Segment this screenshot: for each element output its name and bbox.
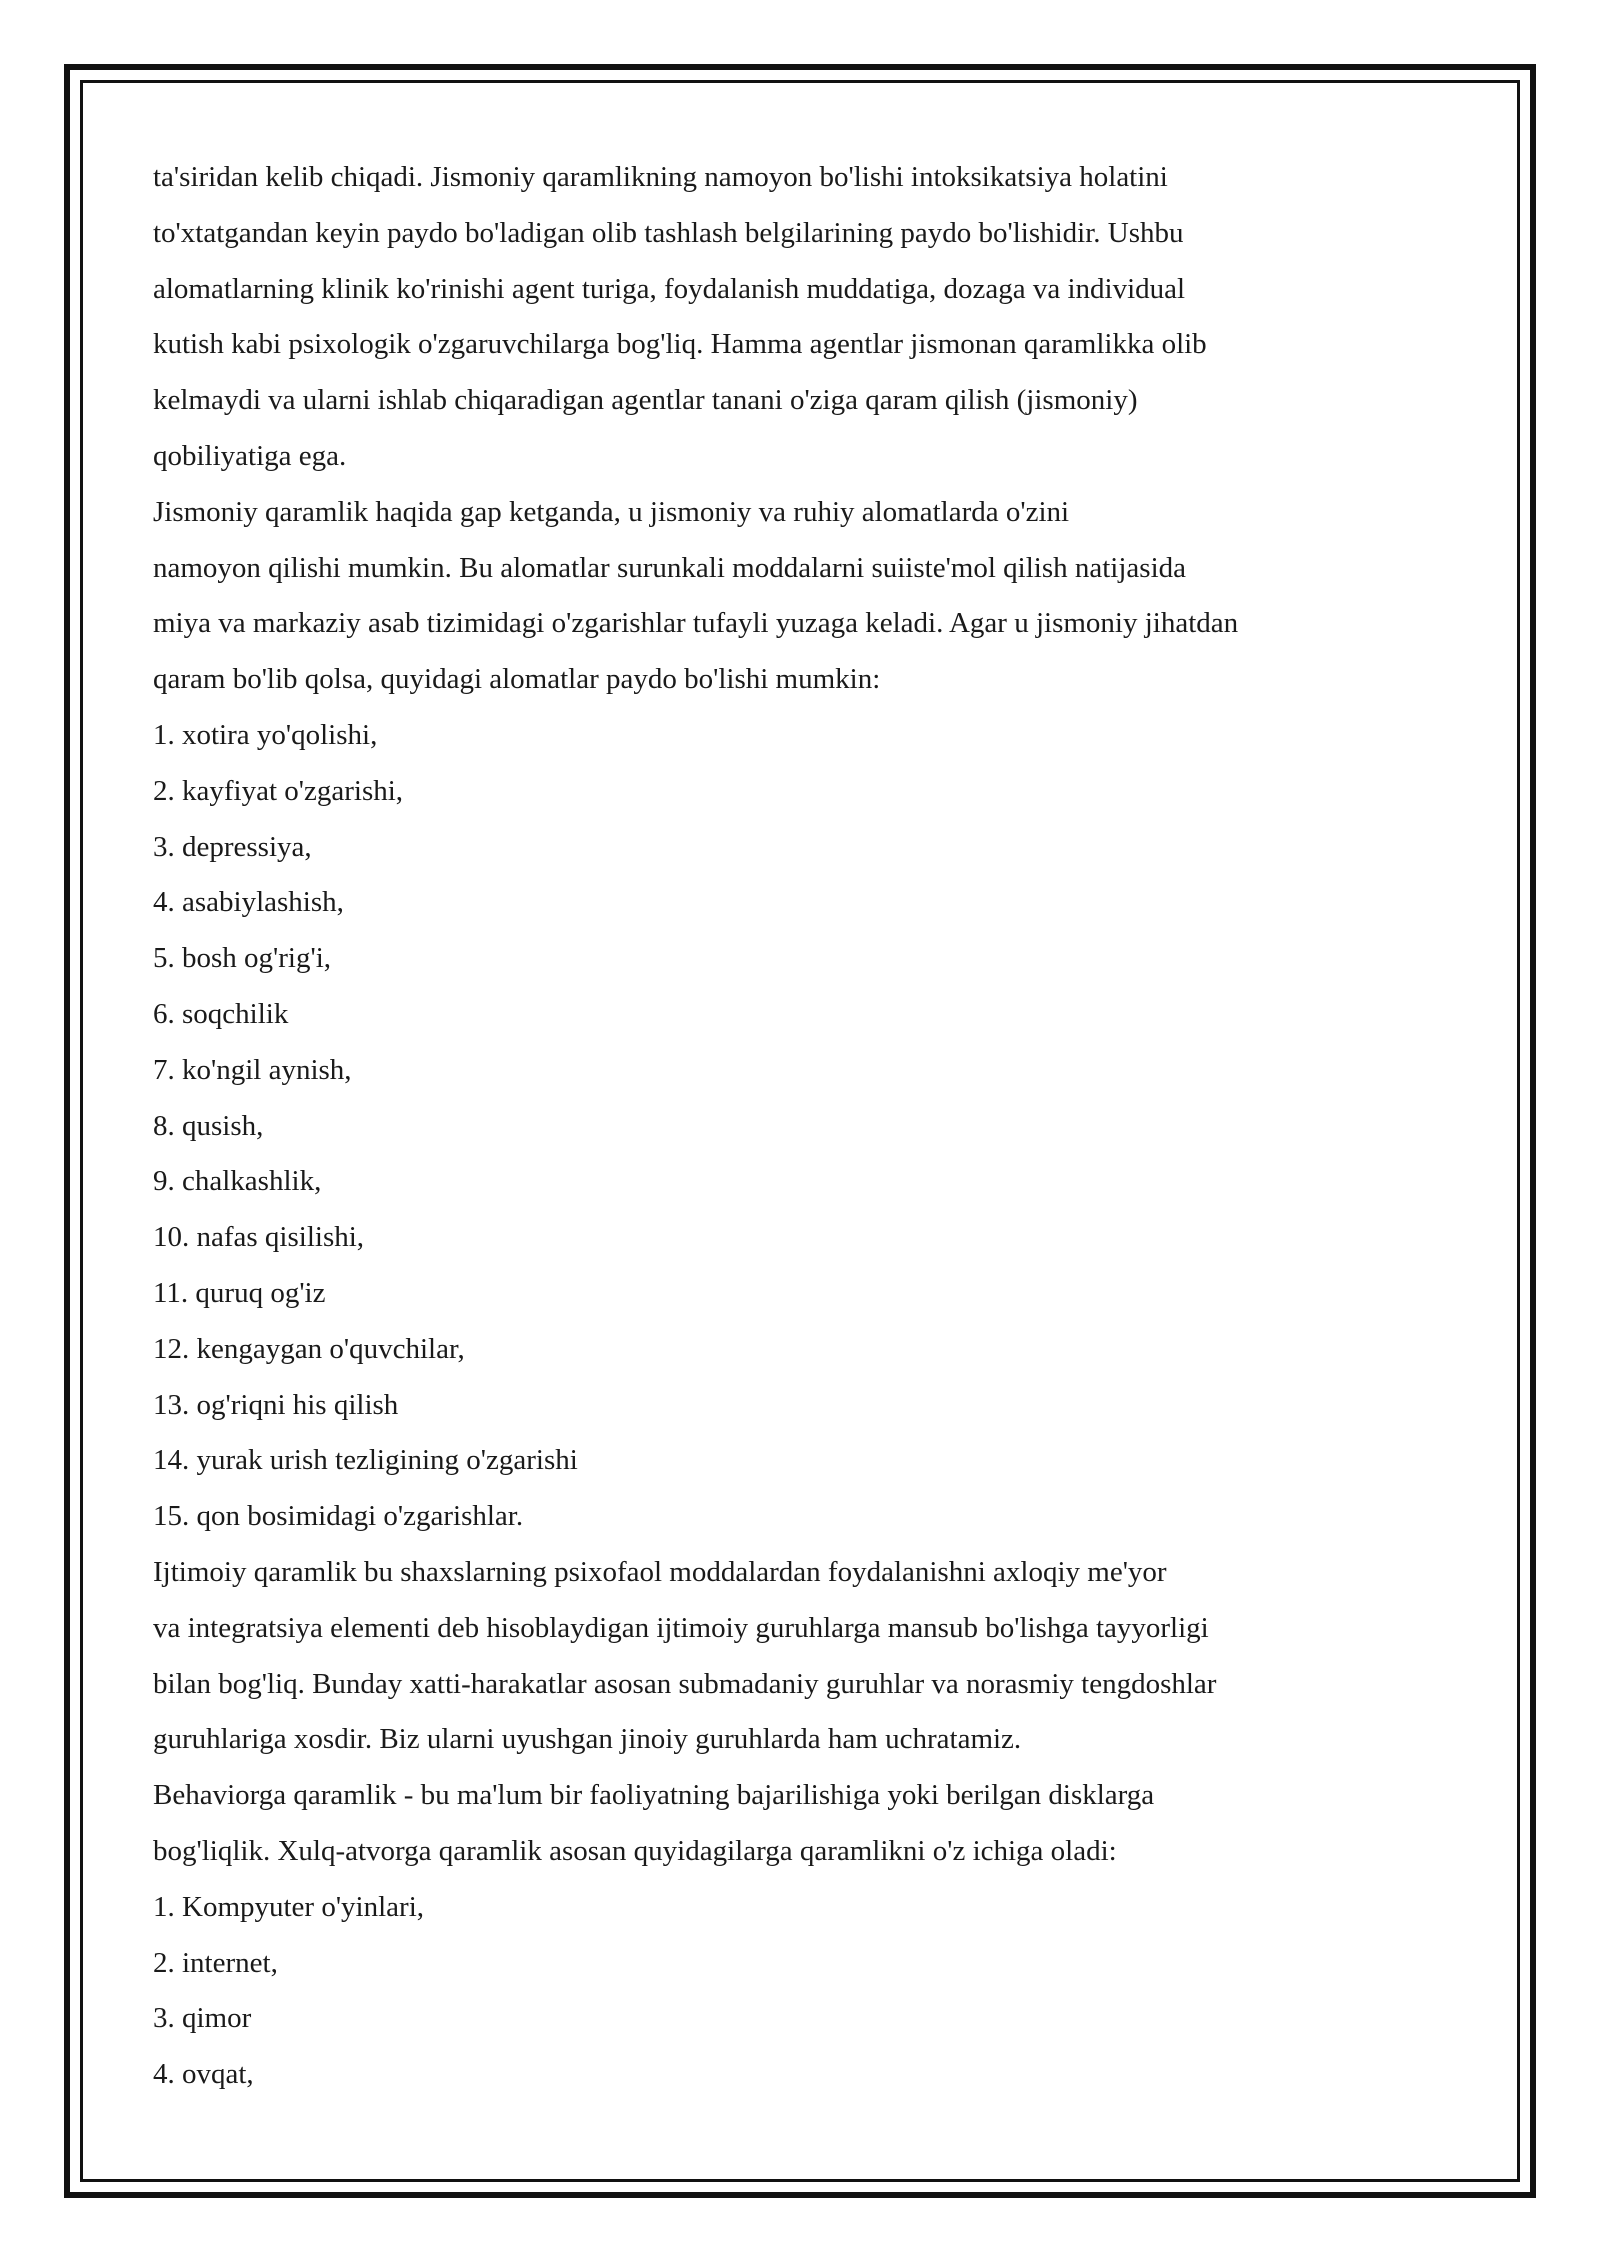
text-line: kelmaydi va ularni ishlab chiqaradigan agentlar tanani o'ziga qaram qilish (jismoniy) [153, 384, 1138, 417]
list-item: 8. qusish, [153, 1109, 264, 1142]
list-item: 1. xotira yo'qolishi, [153, 718, 378, 751]
text-line: alomatlarning klinik ko'rinishi agent turiga, foydalanish muddatiga, dozaga va individual [153, 272, 1186, 305]
behavior-list [153, 1880, 1443, 2103]
list-item: 4. ovqat, [153, 2058, 254, 2091]
text-line: Behaviorga qaramlik - bu ma'lum bir faoliyatning bajarilishiga yoki berilgan disklarga [153, 1779, 1155, 1812]
page-content [153, 150, 1443, 2103]
list-item: 14. yurak urish tezligining o'zgarishi [153, 1444, 578, 1477]
list-item: 9. chalkashlik, [153, 1165, 322, 1198]
list-item: 11. quruq og'iz [153, 1276, 326, 1309]
list-item: 3. qimor [153, 2002, 252, 2035]
paragraph-behavioral-dependence [153, 1768, 1443, 1880]
list-item: 7. ko'ngil aynish, [153, 1053, 352, 1086]
text-line: guruhlariga xosdir. Biz ularni uyushgan jinoiy guruhlarda ham uchratamiz. [153, 1723, 1022, 1756]
list-item: 2. kayfiyat o'zgarishi, [153, 774, 404, 807]
list-item: 10. nafas qisilishi, [153, 1221, 365, 1254]
paragraph-physical-symptoms [153, 485, 1443, 708]
text-line: qaram bo'lib qolsa, quyidagi alomatlar paydo bo'lishi mumkin: [153, 663, 881, 696]
text-line: Jismoniy qaramlik haqida gap ketganda, u jismoniy va ruhiy alomatlarda o'zini [153, 495, 1070, 528]
list-item: 15. qon bosimidagi o'zgarishlar. [153, 1500, 524, 1533]
list-item: 5. bosh og'rig'i, [153, 942, 332, 975]
list-item: 4. asabiylashish, [153, 886, 344, 919]
text-line: ta'siridan kelib chiqadi. Jismoniy qaramlikning namoyon bo'lishi intoksikatsiya holatini [153, 161, 1168, 193]
paragraph-social-dependence [153, 1545, 1443, 1768]
list-item: 12. kengaygan o'quvchilar, [153, 1332, 465, 1365]
list-item: 2. internet, [153, 1946, 278, 1979]
paragraph-physical-dependence-intro [153, 150, 1443, 485]
list-item: 6. soqchilik [153, 997, 289, 1030]
text-line: bilan bog'liq. Bunday xatti-harakatlar asosan submadaniy guruhlar va norasmiy tengdoshlar [153, 1667, 1217, 1700]
text-line: kutish kabi psixologik o'zgaruvchilarga bog'liq. Hamma agentlar jismonan qaramlikka olib [153, 328, 1207, 361]
text-line: qobiliyatiga ega. [153, 439, 347, 472]
text-line: namoyon qilishi mumkin. Bu alomatlar surunkali moddalarni suiiste'mol qilish natijasida [153, 551, 1186, 584]
text-line: to'xtatgandan keyin paydo bo'ladigan olib tashlash belgilarining paydo bo'lishidir. Ushbu [153, 216, 1184, 249]
text-line: miya va markaziy asab tizimidagi o'zgarishlar tufayli yuzaga keladi. Agar u jismoniy jihatdan [153, 607, 1239, 640]
text-line: va integratsiya elementi deb hisoblaydigan ijtimoiy guruhlarga mansub bo'lishga tayyorligi [153, 1611, 1209, 1644]
list-item: 3. depressiya, [153, 830, 312, 863]
text-line: bog'liqlik. Xulq-atvorga qaramlik asosan quyidagilarga qaramlikni o'z ichiga oladi: [153, 1834, 1117, 1867]
text-line: Ijtimoiy qaramlik bu shaxslarning psixofaol moddalardan foydalanishni axloqiy me'yor [153, 1555, 1167, 1588]
list-item: 1. Kompyuter o'yinlari, [153, 1890, 425, 1923]
list-item: 13. og'riqni his qilish [153, 1388, 399, 1421]
symptoms-list [153, 708, 1443, 1545]
